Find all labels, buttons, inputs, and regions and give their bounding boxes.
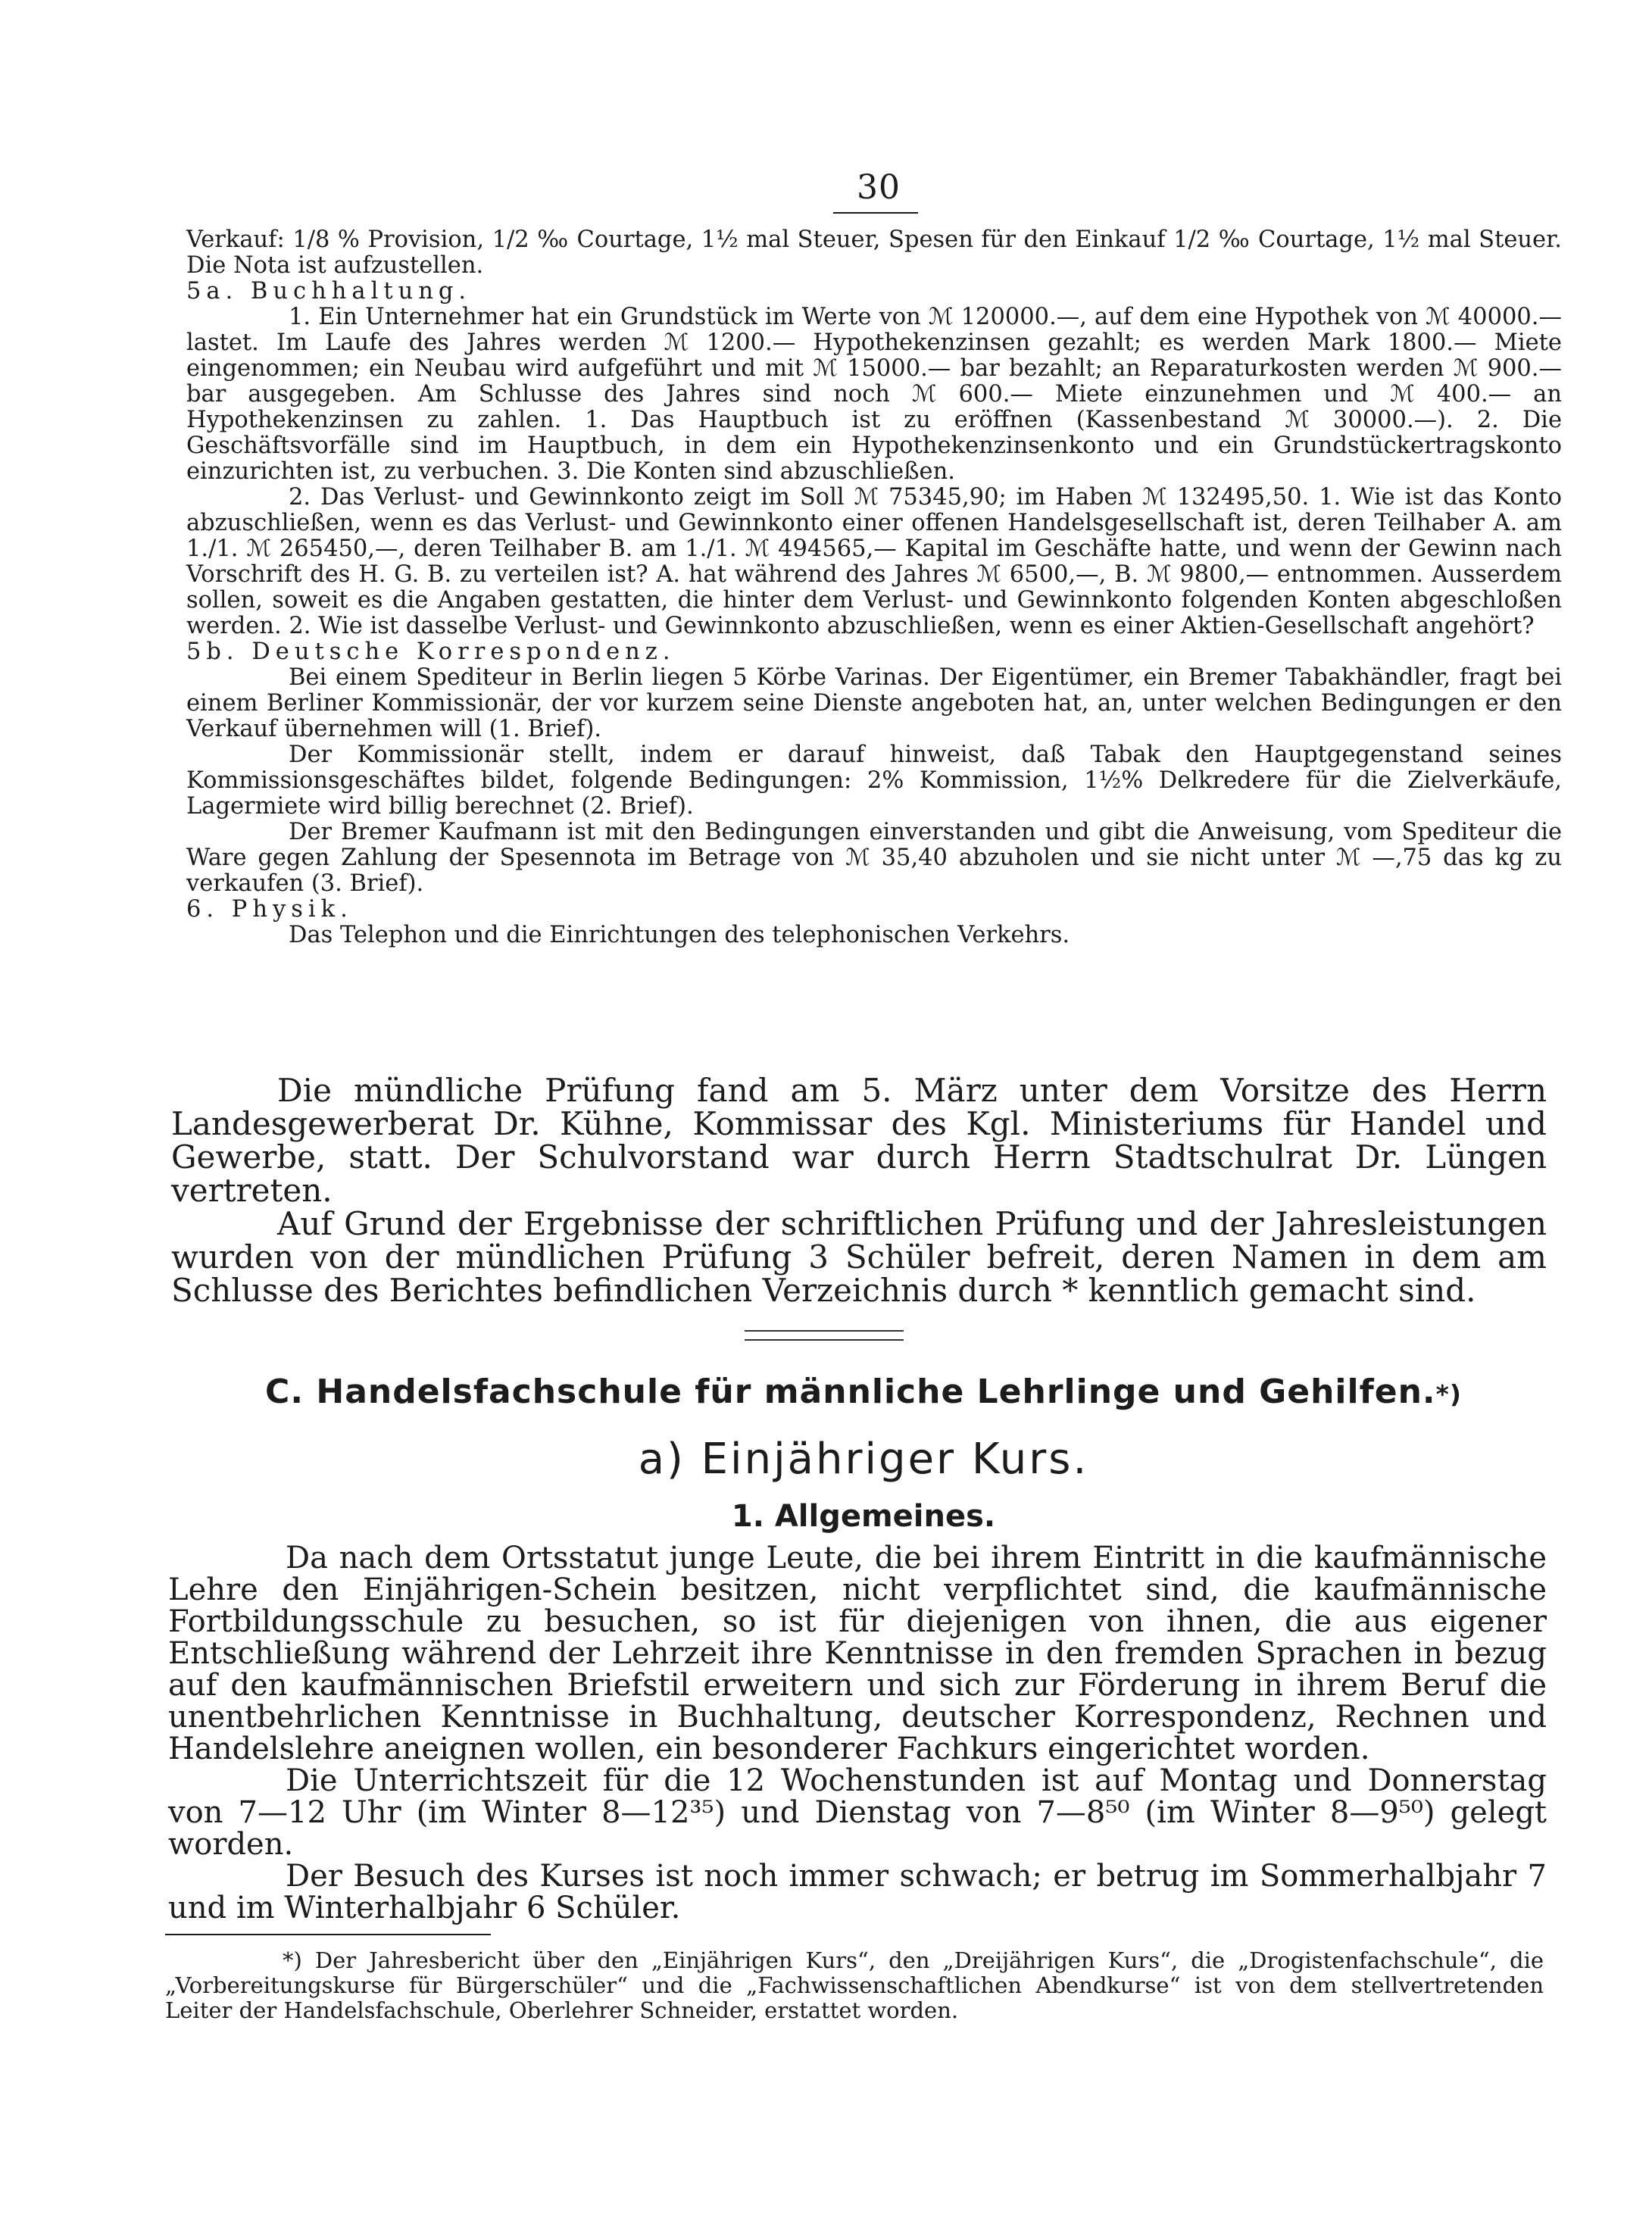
bookkeeping-heading: 5a. Buchhaltung.	[186, 278, 472, 304]
correspondence-paragraph-2: Der Kommissionär stellt, indem er darauf hinweist, daß Tabak den Hauptgegenstand seines Kommissionsgeschäftes bildet, folgende Bedingungen: 2% Kommission, 1½% Delkredere für die Zielverkäufe, Lagermiete wird billig berechnet (2. Brief).	[186, 742, 1562, 820]
footnote-marker: *)	[1435, 1379, 1462, 1409]
footnote-rule	[165, 1934, 491, 1935]
page-number: 30	[857, 168, 901, 207]
physics-heading: 6. Physik.	[186, 896, 353, 923]
footnote	[165, 1948, 1544, 2023]
general-paragraph-3: Der Besuch des Kurses ist noch immer schwach; er betrug im Sommerhalbjahr 7 und im Winterhalbjahr 6 Schüler.	[168, 1859, 1547, 1925]
bookkeeping-task-2: 2. Das Verlust- und Gewinnkonto zeigt im Soll ℳ 75345,90; im Haben ℳ 132495,50. 1. Wie ist das Konto abzuschließen, wenn es das Verlust- und Gewinnkonto einer offenen Handelsgesellschaft ist, deren Teilhaber A. am 1./1. ℳ 265450,—, deren Teilhaber B. am 1./1. ℳ 494565,— Kapital im Geschäfte hatte, und wenn der Gewinn nach Vorschrift des H. G. B. zu verteilen ist? A. hat während des Jahres ℳ 6500,—, B. ℳ 9800,— entnommen. Ausserdem sollen, soweit es die Angaben gestatten, die hinter dem Verlust- und Gewinnkonto folgenden Konten abgeschloßen werden. 2. Wie ist dasselbe Verlust- und Gewinnkonto abzuschließen, wenn es einer Aktien-Gesellschaft angehört?	[186, 484, 1562, 639]
course-title: a) Einjähriger Kurs.	[638, 1435, 1089, 1484]
sale-calculation-text: Verkauf: 1/8 % Provision, 1/2 ‰ Courtage, 1½ mal Steuer, Spesen für den Einkauf 1/2 ‰ Courtage, 1½ mal Steuer. Die Nota ist aufzustellen.	[186, 226, 1562, 279]
correspondence-paragraph-3: Der Bremer Kaufmann ist mit den Bedingungen einverstanden und gibt die Anweisung, vom Spediteur die Ware gegen Zahlung der Spesennota im Betrage von ℳ 35,40 abzuholen und sie nicht unter ℳ —,75 das kg zu verkaufen (3. Brief).	[186, 819, 1562, 897]
general-paragraph-1: Da nach dem Ortsstatut junge Leute, die bei ihrem Eintritt in die kaufmännische Lehre den Einjährigen-Schein besitzen, nicht verpflichtet sind, die kaufmännische Fortbildungsschule zu besuchen, so ist für diejenigen von ihnen, die aus eigener Entschließung während der Lehrzeit ihre Kenntnisse in den fremden Sprachen in bezug auf den kaufmännischen Briefstil erweitern und sich zur Förderung in ihrem Beruf die unentbehrlichen Kenntnisse in Buchhaltung, deutscher Korrespondenz, Rechnen und Handelslehre aneignen wollen, ein besonderer Fachkurs eingerichtet worden.	[168, 1541, 1547, 1766]
general-section-body	[168, 1542, 1547, 1924]
subsection-title: 1. Allgemeines.	[731, 1499, 996, 1534]
footnote-text: *) Der Jahresbericht über den „Einjährigen Kurs“, den „Dreijährigen Kurs“, die „Drogistenfachschule“, die „Vorbereitungskurse für Bürgerschüler“ und die „Fachwissenschaftlichen Abendkurse“ ist von dem stellvertretenden Leiter der Handelsfachschule, Oberlehrer Schneider, erstattet worden.	[165, 1947, 1544, 2023]
page-number-rule	[833, 212, 918, 214]
oral-exam-section	[171, 1074, 1547, 1307]
physics-task: Das Telephon und die Einrichtungen des telephonischen Verkehrs.	[289, 922, 1070, 948]
correspondence-paragraph-1: Bei einem Spediteur in Berlin liegen 5 Körbe Varinas. Der Eigentümer, ein Bremer Tabakhändler, fragt bei einem Berliner Kommissionär, der vor kurzem seine Dienste angeboten hat, an, unter welchen Bedingungen er den Verkauf übernehmen will (1. Brief).	[186, 664, 1562, 742]
oral-exam-paragraph-1: Die mündliche Prüfung fand am 5. März unter dem Vorsitze des Herrn Landesgewerberat Dr. Kühne, Kommissar des Kgl. Ministeriums für Handel und Gewerbe, statt. Der Schulvorstand war durch Herrn Stadtschulrat Dr. Lüngen vertreten.	[171, 1072, 1547, 1209]
general-paragraph-2: Die Unterrichtszeit für die 12 Wochenstunden ist auf Montag und Donnerstag von 7—12 Uhr (im Winter 8—12³⁵) und Dienstag von 7—8⁵⁰ (im Winter 8—9⁵⁰) gelegt worden.	[168, 1763, 1547, 1862]
oral-exam-paragraph-2: Auf Grund der Ergebnisse der schriftlichen Prüfung und der Jahresleistungen wurden von der mündlichen Prüfung 3 Schüler befreit, deren Namen in dem am Schlusse des Berichtes befindlichen Verzeichnis durch * kenntlich gemacht sind.	[171, 1205, 1547, 1309]
section-c-title-text: C. Handelsfachschule für männliche Lehrlinge und Gehilfen.	[265, 1373, 1436, 1411]
section-c-title	[227, 1371, 1500, 1416]
bookkeeping-task-1: 1. Ein Unternehmer hat ein Grundstück im Werte von ℳ 120000.—, auf dem eine Hypothek von ℳ 40000.— lastet. Im Laufe des Jahres werden ℳ 1200.— Hypothekenzinsen gezahlt; es werden Mark 1800.— Miete eingenommen; ein Neubau wird aufgeführt und mit ℳ 15000.— bar bezahlt; an Reparaturkosten werden ℳ 900.— bar ausgegeben. Am Schlusse des Jahres sind noch ℳ 600.— Miete einzunehmen und ℳ 400.— an Hypothekenzinsen zu zahlen. 1. Das Hauptbuch ist zu eröffnen (Kassenbestand ℳ 30000.—). 2. Die Geschäftsvorfälle sind im Hauptbuch, in dem ein Hypothekenzinsenkonto und ein Grundstückertragskonto einzurichten ist, zu verbuchen. 3. Die Konten sind abzuschließen.	[186, 304, 1562, 485]
section-divider	[745, 1330, 904, 1341]
correspondence-heading: 5b. Deutsche Korrespondenz.	[186, 639, 676, 665]
exam-tasks-section	[186, 227, 1562, 948]
